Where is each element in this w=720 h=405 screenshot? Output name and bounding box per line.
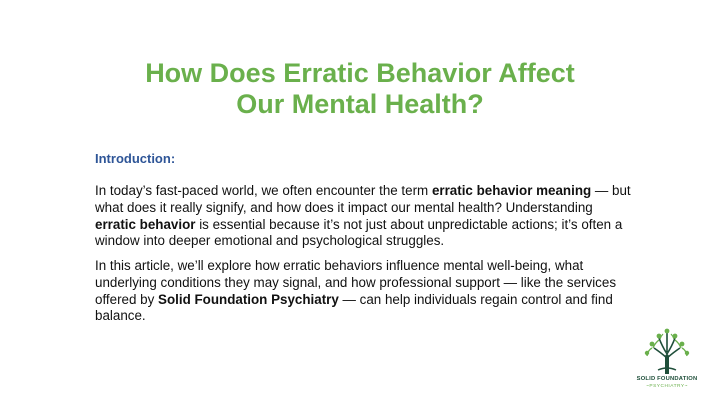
p2-text-2: — can help individuals regain control and find balance. <box>95 291 613 324</box>
intro-paragraph-2 <box>95 258 635 325</box>
p2-text-1: In this article, we’ll explore how erratic behaviors influence mental well-being, what underlying conditions they may signal, and how professional support — like the services offered by <box>95 258 617 307</box>
p1-bold-1: erratic behavior meaning <box>431 183 592 198</box>
p2-bold-1: Solid Foundation Psychiatry <box>158 291 339 307</box>
slide-title <box>60 58 660 120</box>
p1-text-1: In today’s fast-paced world, we often encounter the term <box>95 183 432 198</box>
intro-heading: Introduction: <box>95 151 176 166</box>
logo-name: SOLID FOUNDATION <box>636 376 698 382</box>
title-line-2: Our Mental Health? <box>236 89 484 119</box>
tree-people-icon <box>642 328 692 374</box>
p1-text-3: is essential because it’s not just about unpredictable actions; it’s often a window into deeper emotional and psychological struggles. <box>95 216 623 249</box>
company-logo <box>630 328 704 398</box>
intro-paragraph-1 <box>95 183 635 250</box>
p1-text-2: — but what does it really signify, and how does it impact our mental health? Understanding <box>95 183 631 215</box>
p1-bold-2: erratic behavior <box>95 216 196 232</box>
title-line-1: How Does Erratic Behavior Affect <box>145 58 575 88</box>
logo-subtitle: ~PSYCHIATRY~ <box>646 384 688 389</box>
